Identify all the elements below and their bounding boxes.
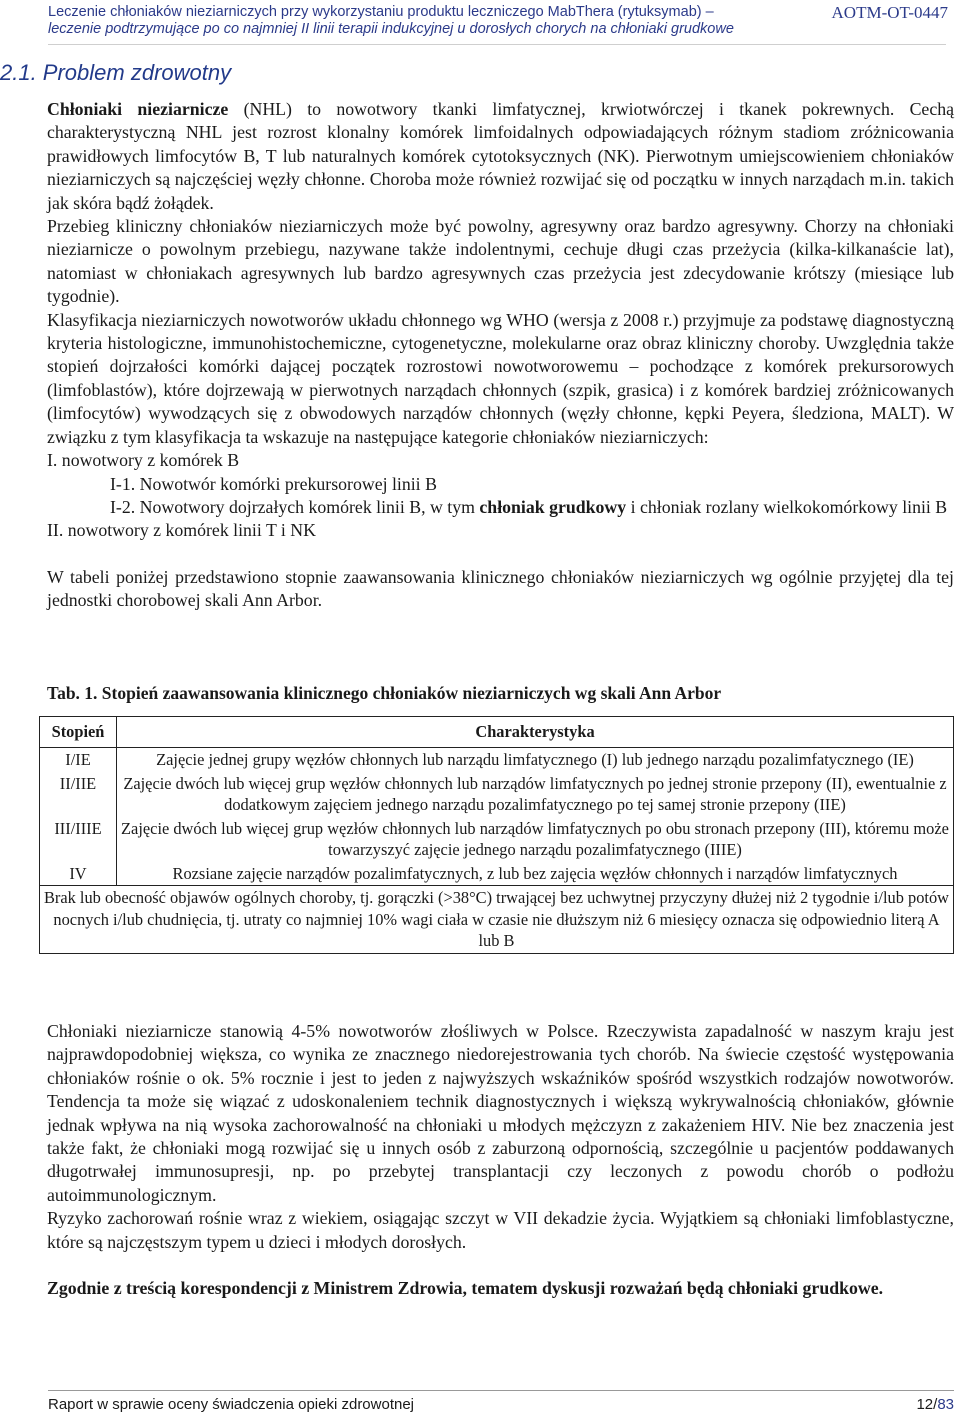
paragraph-age-risk: Ryzyko zachorowań rośnie wraz z wiekiem, osiągając szczyt w VII dekadzie życia. Wyjątkiem są chłoniaki limfoblastyczne, które są najczęstszym typem u dzieci i młodych dorosłych. [47, 1208, 954, 1252]
table-footnote: Brak lub obecność objawów ogólnych choroby, tj. gorączki (>38°C) trwającej bez uchwytnej przyczyny dłużej niż 2 tygodnie i/lub potów nocnych i/lub chudnięcia, tj. utraty co najmniej 10% wagi ciała w czasie nie dłuższym niż 6 miesięcy oznacza się odpowiednio literą A lub B [40, 886, 954, 954]
table-caption: Tab. 1. Stopień zaawansowania klinicznego chłoniaków nieziarniczych wg skali Ann Arbor [47, 683, 722, 703]
stage-cell: II/IIE [40, 772, 117, 817]
section-title: 2.1. Problem zdrowotny [0, 60, 232, 85]
characteristics-cell: Rozsiane zajęcie narządów pozalimfatycznych, z lub bez zajęcia węzłów chłonnych i narządów limfatycznych [172, 863, 898, 883]
table-row [40, 748, 954, 772]
characteristics-cell: Zajęcie jednej grupy węzłów chłonnych lub narządu limfatycznego (I) lub jednego narządu pozalimfatycznego (IE) [156, 750, 914, 769]
table-row [40, 772, 954, 817]
table-row [40, 862, 954, 886]
stage-cell: I/IE [40, 748, 117, 772]
current-page: 12 [916, 1396, 934, 1413]
paragraph-scope-note: Zgodnie z treścią korespondencji z Ministrem Zdrowia, tematem dyskusji rozważań będą chłoniaki grudkowe. [47, 1278, 884, 1299]
list-item-b-precursor: I-1. Nowotwór komórki prekursorowej linii B [110, 473, 437, 494]
footer-report-title: Raport w sprawie oceny świadczenia opieki zdrowotnej [48, 1396, 415, 1413]
page-number [916, 1396, 954, 1413]
list-item-b-cells: I. nowotwory z komórek B [47, 450, 240, 471]
stage-cell: III/IIIE [40, 817, 117, 862]
list-item-t-nk-cells: II. nowotwory z komórek linii T i NK [47, 520, 316, 541]
paragraph-epidemiology: Chłoniaki nieziarnicze stanowią 4-5% nowotworów złośliwych w Polsce. Rzeczywista zapadalność w naszym kraju jest najprawdopodobniej większa, co wynika ze znacznego niedorejestrowania tych chorób. Na świecie częstość występowania chłoniaków rośnie o ok. 5% rocznie i jest to jeden z najwyższych wskaźników spośród wszystkich rodzajów nowotworów. Tendencja ta może się wiązać z udoskonaleniem technik diagnostycznych i większą wykrywalnością chłoniaków, głównie jednak wpływa na nią wysoka zachorowalność na chłoniaki u młodych mężczyzn z zakażeniem HIV. Nie bez znaczenia jest także fakt, że chłoniaki mogą rozwijać się u innych osób z zaburzoną odpornością, szczególnie u pacjentów poddawanych długotrwałej immunosupresji, np. po przebytej transplantacji czy leczonych z powodu chorób o podłożu autoimmunologicznym. [47, 1021, 954, 1205]
page-footer [48, 1396, 954, 1413]
header-line-2: leczenie podtrzymujące po co najmniej II linii terapii indukcyjnej u dorosłych chorych na chłoniaki grudkowe [48, 21, 734, 37]
footer-divider [48, 1390, 954, 1391]
report-code: AOTM-OT-0447 [831, 3, 948, 22]
table-row [40, 817, 954, 862]
running-header [48, 4, 948, 38]
list-item-b-mature-pre: I-2. Nowotwory dojrzałych komórek linii B, w tym [110, 496, 480, 517]
paragraph-nhl-definition [47, 98, 954, 215]
list-item-b-mature [47, 496, 954, 519]
characteristics-cell: Zajęcie dwóch lub więcej grup węzłów chłonnych lub narządów limfatycznych po jednej stronie przepony (II), ewentualnie z dodatkowym zajęciem jednego narządu pozalimfatycznego po tej samej stronie przepony (IIE) [123, 773, 947, 814]
header-line-1: Leczenie chłoniaków nieziarniczych przy wykorzystaniu produktu leczniczego MabThera (rytuksymab) – [48, 4, 714, 20]
stage-cell: IV [40, 862, 117, 886]
header-divider [48, 44, 946, 45]
table-footnote-row [40, 886, 954, 954]
page-separator: / [933, 1396, 938, 1413]
ann-arbor-table [39, 716, 954, 954]
characteristics-cell: Zajęcie dwóch lub więcej grup węzłów chłonnych lub narządów limfatycznych po obu stronach przepony (III), któremu może towarzyszyć zajęcie jednego narządu pozalimfatycznego (IIIE) [121, 818, 949, 859]
header-characteristics: Charakterystyka [117, 717, 954, 748]
body-text-bottom [47, 1020, 954, 1300]
paragraph-nhl-text: (NHL) to nowotwory tkanki limfatycznej, krwiotwórczej i tkanek pokrewnych. Cechą charakterystyczną NHL jest rozrost klonalny komórek limfoidalnych odpowiadających różnym stadiom zróżnicowania prawidłowych limfocytów B, T lub naturalnych komórek cytotoksycznych (NK). Pierwotnym umiejscowieniem chłoniaków nieziarniczych są najczęściej węzły chłonne. Choroba może również rozwijać się od początku w innych narządach m.in. takich jak skóra bądź żołądek. [47, 99, 955, 213]
total-pages: 83 [937, 1396, 954, 1413]
header-stage: Stopień [40, 717, 117, 748]
table-header-row [40, 717, 954, 748]
paragraph-who-classification: Klasyfikacja nieziarniczych nowotworów układu chłonnego wg WHO (wersja z 2008 r.) przyjmuje za podstawę diagnostyczną kryteria histologiczne, immunohistochemiczne, cytogenetyczne, molekularne oraz obraz kliniczny choroby. Uwzględnia także stopień dojrzałości komórki dającej początek rozrostowi nowotworowemu – pochodzące z komórek prekursorowych (limfoblastów), które dojrzewają w pierwotnych narządach chłonnych (szpik, grasica) i z komórek bardziej zróżnicowanych (limfocytów) wywodzących się z obwodowych narządów chłonnych (węzły chłonne, kępki Peyera, śledziona, MALT). W związku z tym klasyfikacja ta wskazuje na następujące kategorie chłoniaków nieziarniczych: [47, 309, 954, 447]
paragraph-table-intro: W tabeli poniżej przedstawiono stopnie zaawansowania klinicznego chłoniaków nieziarniczych wg ogólnie przyjętej dla tej jednostki chorobowej skali Ann Arbor. [47, 566, 954, 611]
paragraph-clinical-course: Przebieg kliniczny chłoniaków nieziarniczych może być powolny, agresywny oraz bardzo agresywny. Chorzy na chłoniaki nieziarnicze o powolnym przebiegu, nazywane także indolentnymi, cechuje długi czas przeżycia (kilka-kilkanaście lat), natomiast w chłoniakach agresywnych lub bardzo agresywnych czas przeżycia jest zdecydowanie krótszy (miesiące lub tygodnie). [47, 216, 954, 307]
term-nhl: Chłoniaki nieziarnicze [47, 99, 229, 119]
term-follicular-lymphoma: chłoniak grudkowy [479, 496, 627, 517]
body-text-top [47, 98, 954, 613]
list-item-b-mature-post: i chłoniak rozlany wielkokomórkowy linii B [626, 496, 948, 517]
